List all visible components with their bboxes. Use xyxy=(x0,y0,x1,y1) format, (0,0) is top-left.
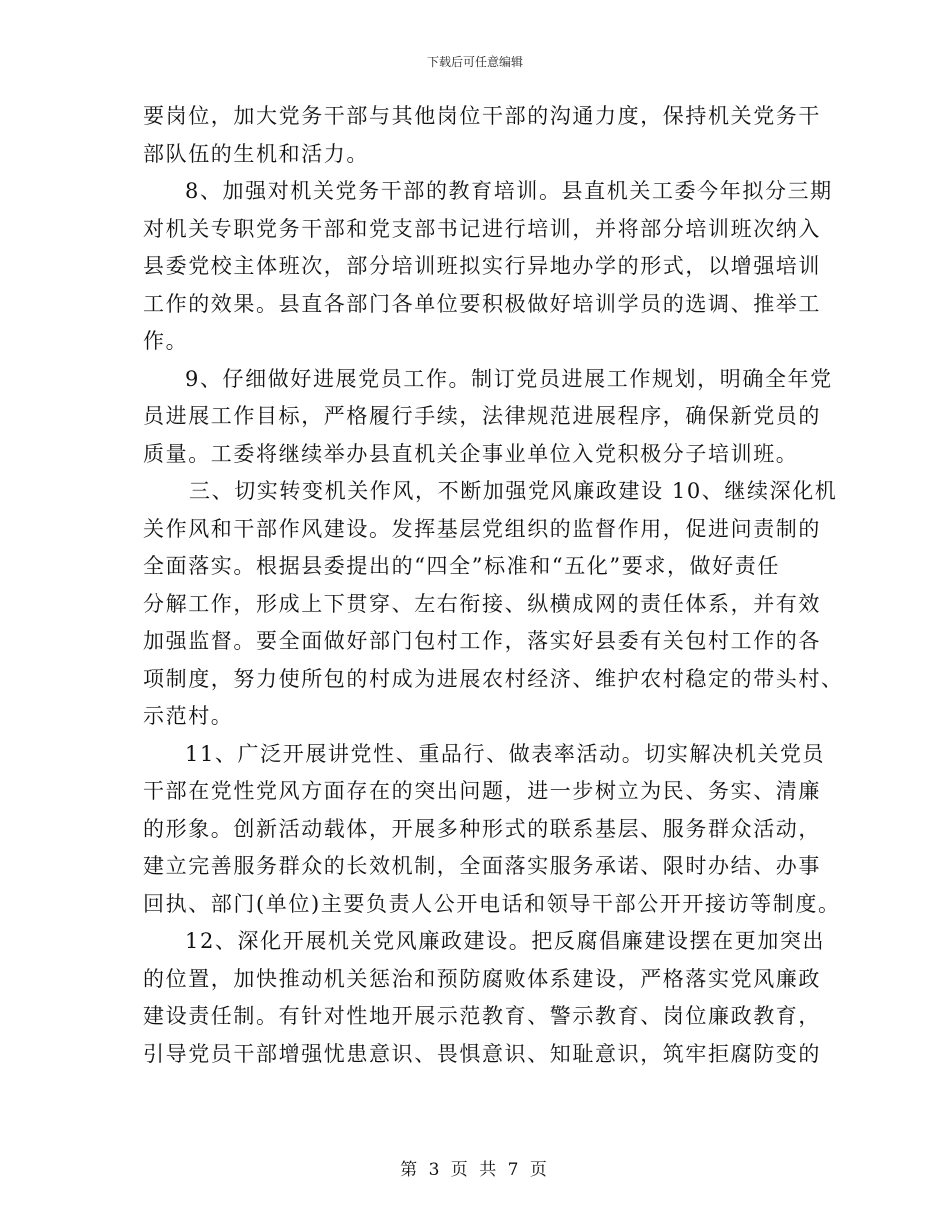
text-line: 质量。工委将继续举办县直机关企事业单位入党积极分子培训班。 xyxy=(143,441,799,466)
document-body xyxy=(143,98,844,1073)
text-line: 关作风和干部作风建设。发挥基层党组织的监督作用，促进问责制的 xyxy=(143,516,821,541)
text-line: 的形象。创新活动载体，开展多种形式的联系基层、服务群众活动， xyxy=(143,816,821,841)
text-line: 工作的效果。县直各部门各单位要积极做好培训学员的选调、推举工 xyxy=(143,291,821,316)
text-line: 引导党员干部增强忧患意识、畏惧意识、知耻意识，筑牢拒腐防变的 xyxy=(143,1041,821,1066)
text-line: 的位置，加快推动机关惩治和预防腐败体系建设，严格落实党风廉政 xyxy=(143,966,821,991)
text-line: 加强监督。要全面做好部门包村工作，落实好县委有关包村工作的各 xyxy=(143,629,821,653)
text-line: 员进展工作目标，严格履行手续，法律规范进展程序，确保新党员的 xyxy=(143,404,821,428)
paragraph-start-line: 9、仔细做好进展党员工作。制订党员进展工作规划，明确全年党 xyxy=(185,366,833,391)
text-line: 全面落实。根据县委提出的“四全”标准和“五化”要求，做好责任 xyxy=(143,554,780,578)
text-line: 作。 xyxy=(143,329,189,353)
paragraph-start-line: 8、加强对机关党务干部的教育培训。县直机关工委今年拟分三期 xyxy=(185,179,833,203)
text-line: 对机关专职党务干部和党支部书记进行培训，并将部分培训班次纳入 xyxy=(143,216,821,241)
text-line: 县委党校主体班次，部分培训班拟实行异地办学的形式，以增强培训 xyxy=(143,254,821,278)
text-line: 示范村。 xyxy=(143,704,234,728)
text-line: 回执、部门(单位)主要负责人公开电话和领导干部公开开接访等制度。 xyxy=(143,891,841,916)
text-line: 建设责任制。有针对性地开展示范教育、警示教育、岗位廉政教育， xyxy=(143,1004,821,1028)
paragraph-start-line: 12、深化开展机关党风廉政建设。把反腐倡廉建设摆在更加突出 xyxy=(185,929,826,953)
page-number-footer: 第 3 页 共 7 页 xyxy=(400,1160,550,1180)
text-line: 要岗位，加大党务干部与其他岗位干部的沟通力度，保持机关党务干 xyxy=(143,104,821,128)
text-line: 项制度，努力使所包的村成为进展农村经济、维护农村稳定的带头村、 xyxy=(143,666,844,691)
section-heading-line: 三、切实转变机关作风，不断加强党风廉政建设 10、继续深化机 xyxy=(189,479,838,503)
paragraph-start-line: 11、广泛开展讲党性、重品行、做表率活动。切实解决机关党员 xyxy=(185,741,826,766)
text-line: 部队伍的生机和活力。 xyxy=(143,141,369,166)
text-line: 建立完善服务群众的长效机制，全面落实服务承诺、限时办结、办事 xyxy=(143,854,821,878)
page-header: 下载后可任意编辑 xyxy=(426,55,523,69)
text-line: 分解工作，形成上下贯穿、左右衔接、纵横成网的责任体系，并有效 xyxy=(143,591,821,616)
text-line: 干部在党性党风方面存在的突出问题，进一步树立为民、务实、清廉 xyxy=(143,779,821,803)
